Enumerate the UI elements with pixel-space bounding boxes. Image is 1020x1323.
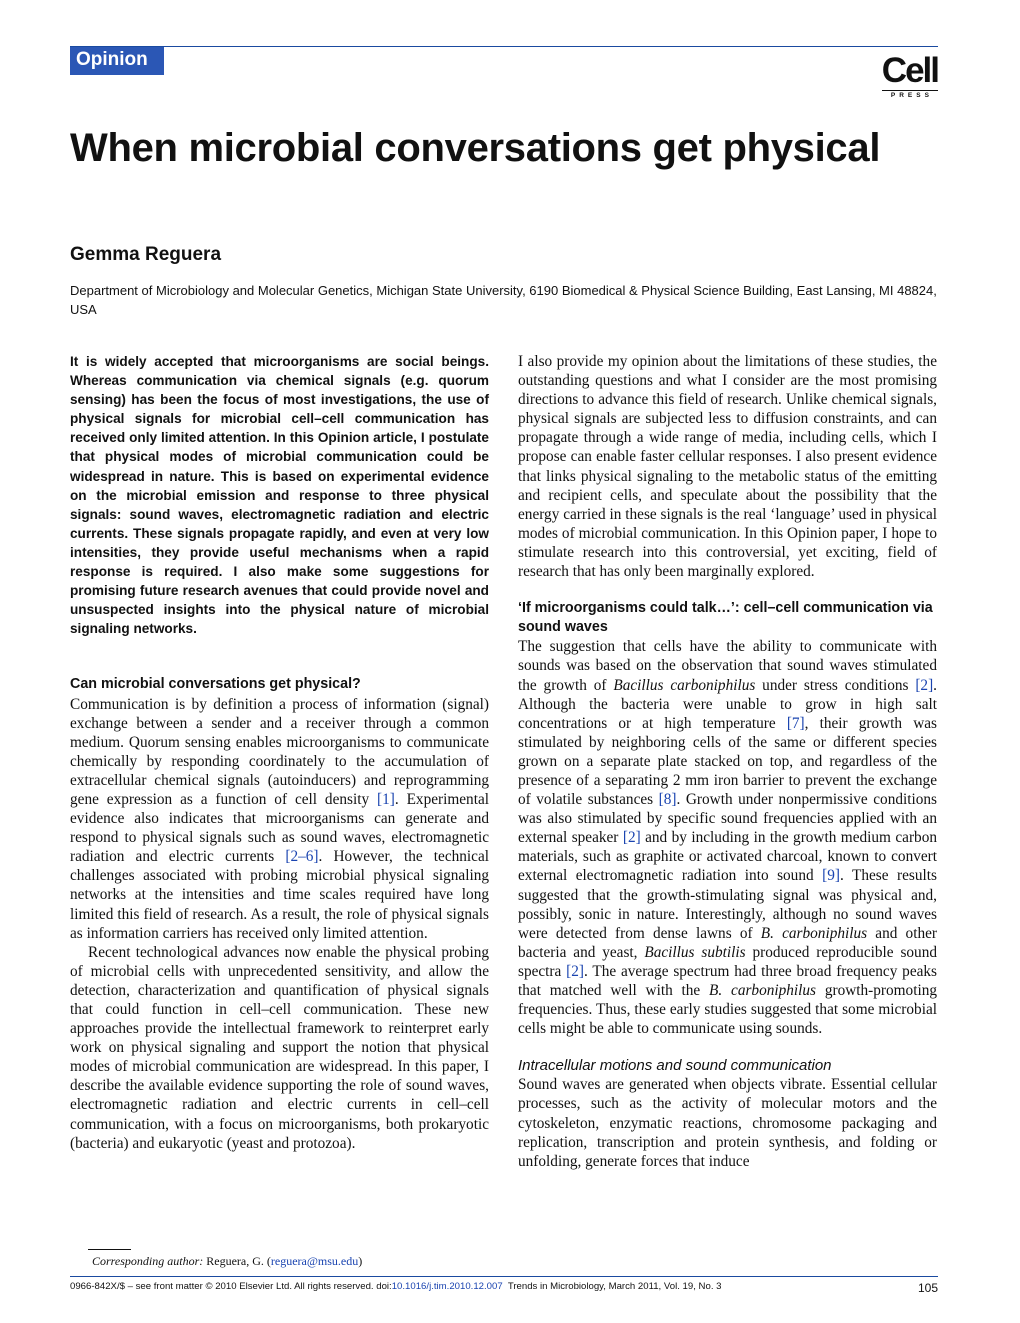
text-run: The suggestion that cells have the ability to communicate with sounds was based on the observation that sound waves stimulated the growth of <box>518 638 937 694</box>
paragraph: Sound waves are generated when objects vibrate. Essential cellular processes, such as the activity of molecular motors and the cytoskeleton, enzymatic reactions, chromosome packaging and replication, transcription and protein synthesis, and folding or unfolding, generate forces that induce <box>518 1076 937 1170</box>
citation-link[interactable]: [1] <box>377 790 395 808</box>
text-run: . Although the bacteria were unable to grow in high salt concentrations or at high temperature <box>518 676 937 732</box>
doi-link[interactable]: 10.1016/j.tim.2010.12.007 <box>391 1281 503 1292</box>
subsection-heading: Intracellular motions and sound communication <box>518 1057 832 1075</box>
species-name: Bacillus subtilis <box>644 943 746 961</box>
right-column <box>518 352 937 1171</box>
left-column <box>70 352 489 1153</box>
species-name: B. carboniphilus <box>709 982 817 999</box>
text-run: and other bacteria and yeast, <box>518 924 937 961</box>
journal-citation: Trends in Microbiology, March 2011, Vol. 19, No. 3 <box>502 1281 722 1292</box>
text-run: , their growth was stimulated by neighboring cells of the same or different species grown on a separate plate stacked on top, and regardless of the presence of a separating 2 mm iron barrier to prevent the exchange of volatile substances <box>518 714 937 809</box>
abstract: It is widely accepted that microorganisms are social beings. Whereas communication via chemical signals (e.g. quorum sensing) has been the focus of most investigations, the use of physical signals for microbial cell–cell communication has received only limited attention. In this Opinion article, I postulate that physical modes of microbial communication could be widespread in nature. This is based on experimental evidence on the microbial emission and response to three physical signals: sound waves, electromagnetic radiation and electric currents. These signals propagate rapidly, and even at very low intensities, they provide useful mechanisms when a rapid response is required. I also make some suggestions for promising future research avenues that could provide novel and unsuspected insights into the physical nature of microbial signaling networks. <box>70 354 489 637</box>
paragraph: I also provide my opinion about the limitations of these studies, the outstanding questions and what I consider are the most promising directions to advance this field of research. Unlike chemical signals, physical signals are subjected less to diffusion constraints, and can propagate through a wide range of media, including cells, which I propose can enable faster cellular responses. I also present evidence that links physical signaling to the metabolic status of the emitting and recipient cells, and speculate about the possibility that the energy carried in these signals is the real ‘language’ used in physical modes of microbial communication. In this Opinion paper, I hope to stimulate research into this controversial, yet exciting, field of research that has only been marginally explored. <box>518 353 937 581</box>
citation-link[interactable]: [7] <box>786 714 805 732</box>
text-run: produced reproducible sound spectra <box>518 943 937 980</box>
footnote-close: ) <box>358 1254 363 1268</box>
text-run: under stress conditions <box>755 676 916 694</box>
footnote-name: Reguera, G. ( <box>203 1254 271 1268</box>
section-heading: ‘If microorganisms could talk…’: cell–cell communication via sound waves <box>518 600 933 636</box>
species-name: Bacillus carboniphilus <box>613 676 756 694</box>
logo-sub-text: PRESS <box>882 90 938 100</box>
paragraph: Recent technological advances now enable the physical probing of microbial cells with unprecedented sensitivity, and allow the detection, characterization and quantification of physical signals that could function in cell–cell communication. These new approaches provide the intellectual framework to reinterpret early work on physical signaling and support the notion that physical modes of microbial communication are widespread. In this paper, I describe the available evidence supporting the role of sound waves, electromagnetic radiation and electric currents in cell–cell communication, with a focus on microorganisms, both prokaryotic (bacteria) and eukaryotic (yeast and protozoa). <box>70 943 489 1152</box>
text-run: . The average spectrum had three broad frequency peaks that matched well with the <box>518 962 937 999</box>
citation-link[interactable]: [2] <box>566 962 584 980</box>
header-rule <box>70 46 938 47</box>
footnote-label: Corresponding author: <box>92 1254 204 1268</box>
text-run: and by including in the growth medium carbon materials, such as graphite or activated charcoal, known to convert external electromagnetic radiation into sound <box>518 829 937 885</box>
footer-rule <box>70 1276 938 1277</box>
text-run: . Experimental evidence also indicates that microorganisms can generate and respond to physical signals such as sound waves, electromagnetic radiation and electric currents <box>70 790 489 866</box>
corresponding-author-note <box>92 1254 362 1269</box>
citation-link[interactable]: [2] <box>915 676 934 694</box>
section-heading: Can microbial conversations get physical? <box>70 676 361 693</box>
species-name: B. carboniphilus <box>760 924 868 942</box>
citation-link[interactable]: [2–6] <box>285 848 319 866</box>
article-title: When microbial conversations get physical <box>70 126 881 170</box>
email-link[interactable]: reguera@msu.edu <box>270 1254 359 1268</box>
copyright-text: 0966-842X/$ – see front matter © 2010 Elsevier Ltd. All rights reserved. doi: <box>70 1281 392 1292</box>
text-run: Communication is by definition a process of information (signal) exchange between a sender and a receiver through a common medium. Quorum sensing enables microorganisms to communicate chemically by responding coordinately to the accumulation of extracellular chemical signals (autoinducers) and reprogramming gene expression as a function of cell density <box>70 695 489 808</box>
section-tag: Opinion <box>70 47 164 75</box>
paragraph <box>518 637 937 1038</box>
text-run: . However, the technical challenges associated with probing microbial physical signaling networks at the intensities and time scales required have long limited this field of research. As a result, the role of physical signals as information carriers has received only limited attention. <box>70 848 489 942</box>
logo-main-text: Cell <box>881 51 938 90</box>
author-affiliation: Department of Microbiology and Molecular Genetics, Michigan State University, 6190 Biomedical & Physical Science Building, East Lansing, MI 48824, USA <box>70 283 937 317</box>
text-run: . Growth under nonpermissive conditions was also stimulated by specific sound frequencies applied with an external speaker <box>518 791 937 847</box>
text-run: growth-promoting frequencies. Thus, these early studies suggested that some microbial cells might be able to communicate using sounds. <box>518 982 937 1038</box>
paragraph <box>70 695 489 943</box>
cell-press-logo <box>881 51 938 100</box>
citation-link[interactable]: [8] <box>658 791 677 809</box>
page-number: 105 <box>917 1281 938 1295</box>
footnote-rule <box>88 1249 131 1250</box>
author-name: Gemma Reguera <box>70 244 222 265</box>
page-footer <box>70 1281 938 1295</box>
text-run: . These results suggested that the growth-stimulating signal was physical and, possibly, sonic in nature. Interestingly, although no sound waves were detected from dense lawns of <box>518 867 937 942</box>
citation-link[interactable]: [2] <box>622 829 641 847</box>
citation-link[interactable]: [9] <box>822 867 840 885</box>
